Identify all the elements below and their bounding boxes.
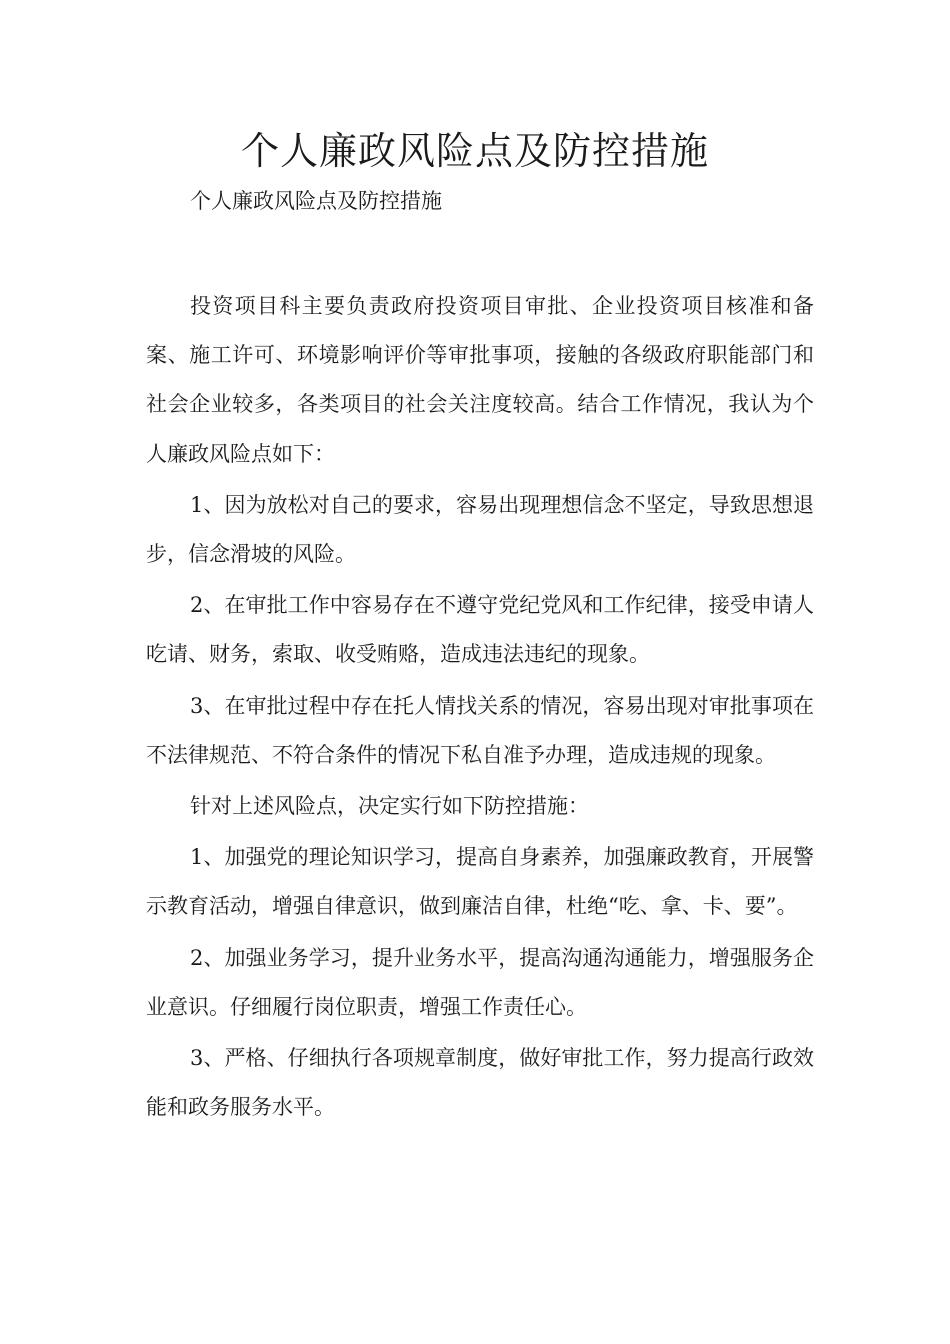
risk-point-1: 1、因为放松对自己的要求，容易出现理想信念不坚定，导致思想退步，信念滑坡的风险。	[146, 492, 814, 567]
intro-paragraph: 投资项目科主要负责政府投资项目审批、企业投资项目核准和备案、施工许可、环境影响评价等审批事项，接触的各级政府职能部门和社会企业较多，各类项目的社会关注度较高。结合工作情况，我认为个人廉政风险点如下：	[146, 294, 814, 466]
document-body	[146, 282, 814, 1134]
measure-2: 2、加强业务学习，提升业务水平，提高沟通沟通能力，增强服务企业意识。仔细履行岗位职责，增强工作责任心。	[146, 945, 814, 1019]
measure-1: 1、加强党的理论知识学习，提高自身素养，加强廉政教育，开展警示教育活动，增强自律意识，做到廉洁自律，杜绝“吃、拿、卡、要”。	[146, 845, 814, 919]
risk-point-3: 3、在审批过程中存在托人情找关系的情况，容易出现对审批事项在不法律规范、不符合条件的情况下私自准予办理，造成违规的现象。	[146, 693, 814, 767]
measure-3: 3、严格、仔细执行各项规章制度，做好审批工作，努力提高行政效能和政务服务水平。	[146, 1046, 814, 1120]
risk-point-2: 2、在审批工作中容易存在不遵守党纪党风和工作纪律，接受申请人吃请、财务，索取、收受贿赂，造成违法违纪的现象。	[146, 593, 814, 667]
document-subtitle: 个人廉政风险点及防控措施	[190, 189, 442, 213]
document-title: 个人廉政风险点及防控措施	[240, 129, 709, 173]
measures-intro: 针对上述风险点，决定实行如下防控措施：	[190, 794, 589, 819]
